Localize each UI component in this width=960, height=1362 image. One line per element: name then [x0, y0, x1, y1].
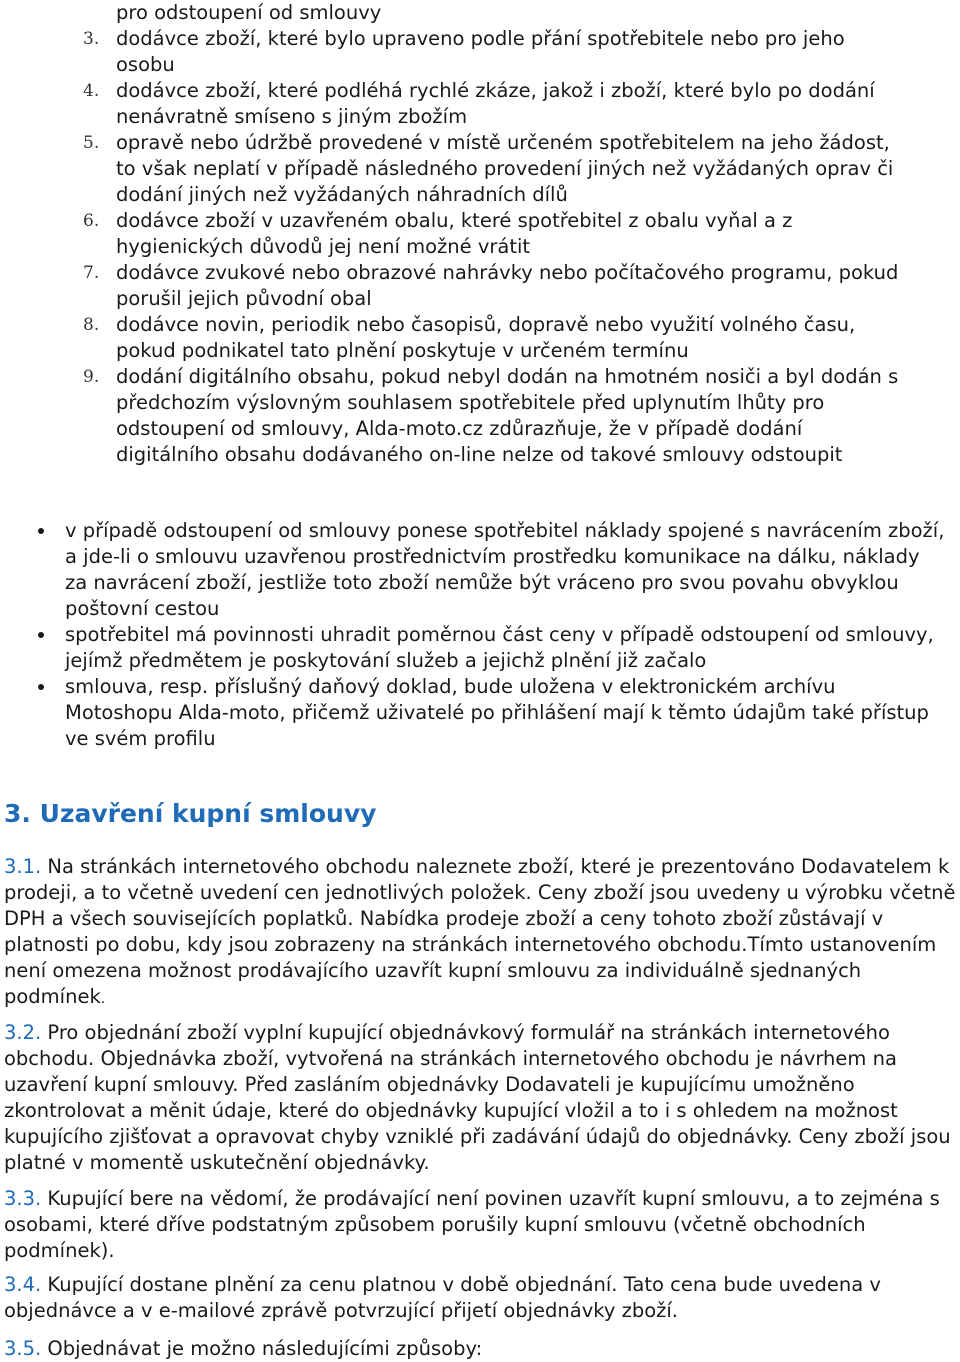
list-item-text: opravě nebo údržbě provedené v místě určeném spotřebitelem na jeho žádost, to však neplatí v případě následného provedení jiných než vyžádaných oprav či dodání jiných než vyžádaných náhradních dílů — [116, 131, 894, 206]
paragraph-number: 3.5. — [4, 1337, 42, 1360]
list-item-text: dodávce zboží v uzavřeném obalu, které spotřebitel z obalu vyňal a z hygienických důvodů jej není možné vrátit — [116, 209, 793, 258]
paragraph-3-2 — [4, 1020, 959, 1176]
list-item-text: dodávce zboží, které podléhá rychlé zkáze, jakož i zboží, které bylo po dodání nenávratně smíseno s jiným zbožím — [116, 79, 875, 128]
list-item-text: pro odstoupení od smlouvy — [116, 1, 382, 24]
paragraph-3-1 — [4, 854, 959, 1012]
paragraph-text: Objednávat je možno následujícími způsoby: — [41, 1337, 483, 1360]
paragraph-text: Na stránkách internetového obchodu naleznete zboží, které je prezentováno Dodavatelem k prodeji, a to včetně uvedení cen jednotlivých položek. Ceny zboží jsou uvedeny u výrobku včetně DPH a všech souvisejících poplatků. Nabídka prodeje zboží a ceny tohoto zboží zůstávají v platnosti po dobu, kdy jsou zobrazeny na stránkách internetového obchodu.Tímto ustanovením není omezena možnost prodávajícího uzavřít kupní smlouvu za individuálně sjednaných podmínek — [4, 855, 956, 1008]
list-item-number: 9. — [83, 367, 100, 387]
bullet-item — [0, 622, 945, 674]
list-item — [0, 364, 906, 468]
list-item-text: dodání digitálního obsahu, pokud nebyl dodán na hmotném nosiči a byl dodán s předchozím výslovným souhlasem spotřebitele před uplynutím lhůty pro odstoupení od smlouvy, Alda-moto.cz zdůrazňuje, že v případě dodání digitálního obsahu dodávaného on-line nelze od takové smlouvy odstoupit — [116, 365, 899, 466]
list-item — [0, 130, 906, 208]
bullet-item — [0, 518, 945, 622]
list-item — [0, 26, 906, 78]
list-item-text: dodávce zvukové nebo obrazové nahrávky nebo počítačového programu, pokud porušil jejich původní obal — [116, 261, 899, 310]
list-item-text: dodávce zboží, které bylo upraveno podle přání spotřebitele nebo pro jeho osobu — [116, 27, 845, 76]
list-item-number: 7. — [83, 263, 100, 283]
list-item — [0, 0, 906, 26]
list-item — [0, 312, 906, 364]
list-item — [0, 208, 906, 260]
paragraph-3-4 — [4, 1272, 959, 1324]
list-item — [0, 78, 906, 130]
bullet-item — [0, 674, 945, 752]
paragraph-number: 3.3. — [4, 1187, 42, 1210]
paragraph-3-5 — [4, 1336, 959, 1362]
bullet-text: spotřebitel má povinnosti uhradit poměrnou část ceny v případě odstoupení od smlouvy, jejímž předmětem je poskytování služeb a jejichž plnění již začalo — [65, 623, 934, 672]
list-item-text: dodávce novin, periodik nebo časopisů, dopravě nebo využití volného času, pokud podnikatel tato plnění poskytuje v určeném termínu — [116, 313, 856, 362]
list-item-number: 8. — [83, 315, 100, 335]
paragraph-text: Pro objednání zboží vyplní kupující objednávkový formulář na stránkách internetového obchodu. Objednávka zboží, vytvořená na stránkách internetového obchodu je návrhem na uzavření kupní smlouvy. Před zasláním objednávky Dodavateli je kupujícímu umožněno zkontrolovat a měnit údaje, které do objednávky kupující vložil a to i s ohledem na možnost kupujícího zjišťovat a opravovat chyby vzniklé při zadávání údajů do objednávky. Ceny zboží jsou platné v momentě uskutečnění objednávky. — [4, 1021, 951, 1174]
paragraph-3-3 — [4, 1186, 959, 1264]
paragraph-text: Kupující bere na vědomí, že prodávající není povinen uzavřít kupní smlouvu, a to zejména s osobami, které dříve podstatným způsobem porušily kupní smlouvu (včetně obchodních podmínek). — [4, 1187, 940, 1262]
bullet-text: v případě odstoupení od smlouvy ponese spotřebitel náklady spojené s navrácením zboží, a jde-li o smlouvu uzavřenou prostřednictvím prostředku komunikace na dálku, náklady za navrácení zboží, jestliže toto zboží nemůže být vráceno pro svou povahu obvyklou poštovní cestou — [65, 519, 945, 620]
list-item-number: 6. — [83, 211, 100, 231]
paragraph-number: 3.2. — [4, 1021, 42, 1044]
list-item — [0, 260, 906, 312]
paragraph-number: 3.4. — [4, 1273, 42, 1296]
bullet-text: smlouva, resp. příslušný daňový doklad, bude uložena v elektronickém archívu Motoshopu Alda-moto, přičemž uživatelé po přihlášení mají k těmto údajům také přístup ve svém profilu — [65, 675, 929, 750]
paragraph-number: 3.1. — [4, 855, 42, 878]
paragraph-text: Kupující dostane plnění za cenu platnou v době objednání. Tato cena bude uvedena v objednávce a v e-mailové zprávě potvrzující přijetí objednávky zboží. — [4, 1273, 881, 1322]
bullet-icon — [38, 684, 44, 690]
bullet-icon — [38, 632, 44, 638]
list-item-number: 4. — [83, 81, 100, 101]
bullet-icon — [38, 528, 44, 534]
section-heading: 3. Uzavření kupní smlouvy — [4, 799, 377, 828]
paragraph-end: . — [100, 991, 106, 1007]
list-item-number: 5. — [83, 133, 100, 153]
list-item-number: 3. — [83, 29, 100, 49]
